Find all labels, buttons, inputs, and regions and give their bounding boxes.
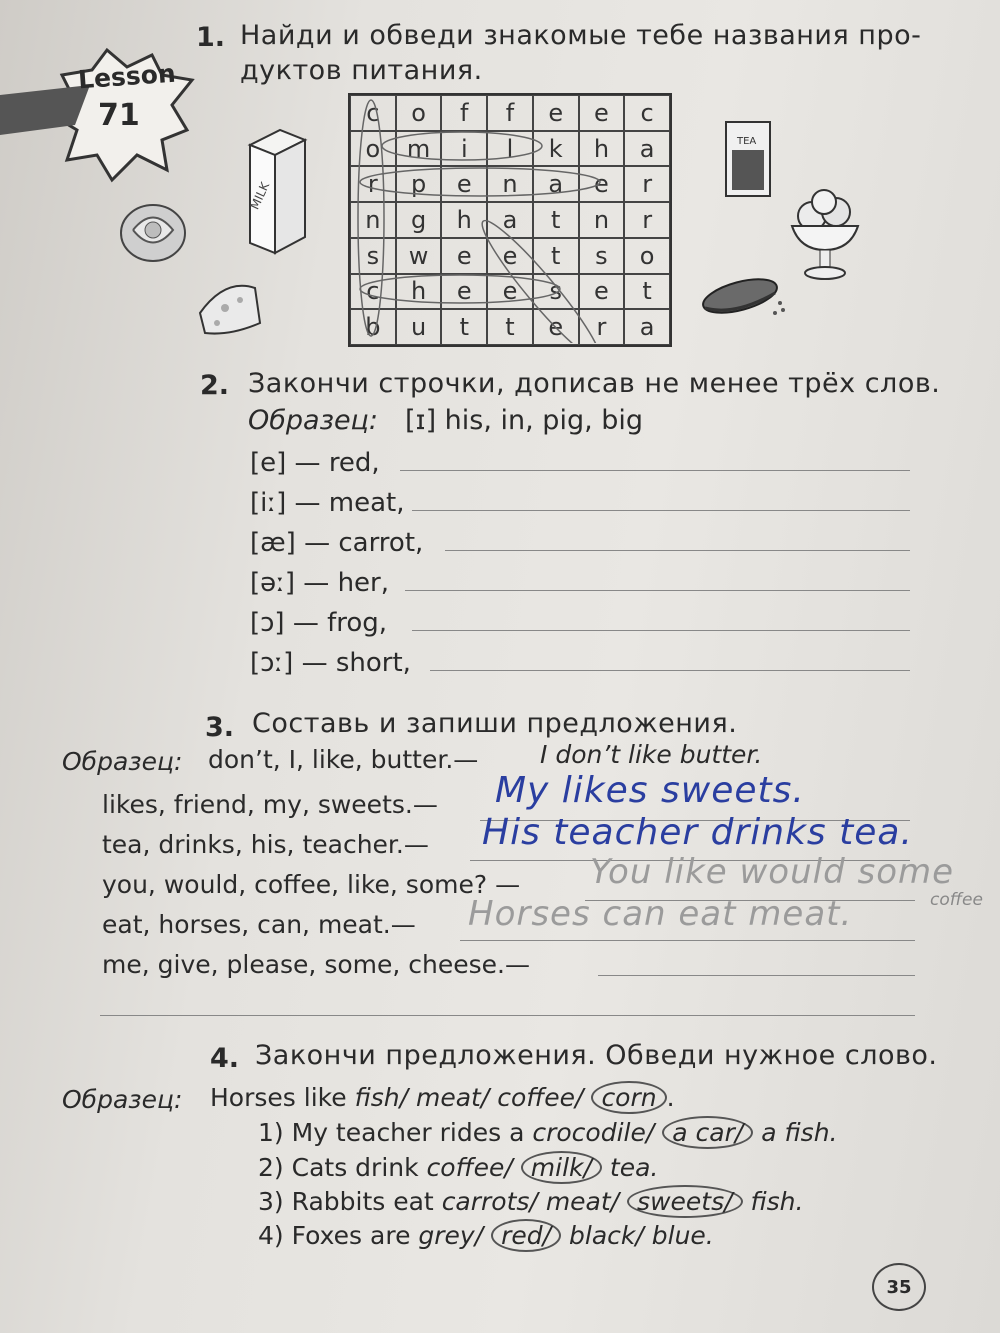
grid-cell: s [579, 238, 625, 274]
cabbage-icon [118, 200, 188, 265]
ex4-number: 4. [210, 1043, 240, 1074]
ex4-option: fish. [750, 1187, 804, 1216]
ex4-item [258, 1118, 837, 1147]
ex4-title: Закончи предложения. Обведи нужное слово. [255, 1040, 938, 1071]
ex2-line: [iː] — meat, [250, 488, 405, 518]
ex4-option: carrots/ [441, 1187, 538, 1216]
ex4-option-circled: milk/ [521, 1151, 602, 1184]
grid-cell: n [487, 166, 533, 202]
grid-cell: t [487, 309, 533, 345]
margin-note: coffee [930, 890, 983, 910]
ex3-prompt: likes, friend, my, sweets.— [102, 790, 438, 819]
ex4-option-circled: red/ [491, 1219, 561, 1252]
grid-cell: k [533, 131, 579, 167]
grid-cell: t [533, 238, 579, 274]
ex4-item [258, 1153, 658, 1182]
answer-rule [460, 940, 915, 941]
grid-cell: a [533, 166, 579, 202]
grid-cell: e [579, 95, 625, 131]
answer-rule [598, 975, 915, 976]
ex4-item-text: Foxes are [291, 1221, 411, 1250]
ex4-option: meat/ [415, 1083, 490, 1112]
ex2-number: 2. [200, 370, 230, 401]
grid-cell: h [579, 131, 625, 167]
tea-box-icon [724, 120, 772, 198]
grid-cell: e [533, 95, 579, 131]
grid-cell: c [350, 95, 396, 131]
grid-cell: e [579, 274, 625, 310]
ex4-option-circled: corn [591, 1081, 666, 1114]
grid-cell: o [396, 95, 442, 131]
grid-cell: f [487, 95, 533, 131]
grid-cell: e [533, 309, 579, 345]
ex3-sample-answer: I don’t like butter. [540, 740, 763, 769]
ex2-title: Закончи строчки, дописав не менее трёх слов. [248, 368, 941, 399]
lesson-number: 71 [98, 98, 140, 133]
ex4-option-circled: sweets/ [627, 1185, 742, 1218]
ex4-option: black/ [569, 1221, 644, 1250]
grid-cell: e [487, 238, 533, 274]
grid-cell: n [350, 202, 396, 238]
grid-cell: a [624, 131, 670, 167]
grid-cell: r [350, 166, 396, 202]
grid-cell: h [396, 274, 442, 310]
grid-cell: r [624, 202, 670, 238]
ex4-sample-start: Horses like [210, 1083, 347, 1112]
ex2-line: [əː] — her, [250, 568, 390, 598]
milk-carton-icon [240, 125, 310, 255]
ex2-line: [e] — red, [250, 448, 380, 478]
grid-cell: t [624, 274, 670, 310]
answer-rule [400, 470, 910, 471]
grid-cell: r [624, 166, 670, 202]
ex4-item-number: 3) [258, 1187, 284, 1216]
grid-cell: n [579, 202, 625, 238]
answer-rule [412, 630, 910, 631]
grid-cell: t [533, 202, 579, 238]
ex4-option: tea. [609, 1153, 659, 1182]
grid-cell: e [441, 238, 487, 274]
ex3-prompt: you, would, coffee, like, some? — [102, 870, 521, 899]
ex4-option: grey/ [418, 1221, 484, 1250]
lesson-arrow [0, 85, 90, 135]
svg-text:TEA: TEA [737, 136, 757, 147]
answer-rule [100, 1015, 915, 1016]
ex2-sample-label: Образец: [248, 405, 379, 436]
ex2-line: [æ] — carrot, [250, 528, 424, 558]
grid-cell: r [579, 309, 625, 345]
ex2-line: [ɔ] — frog, [250, 608, 388, 638]
ex4-sample [210, 1083, 675, 1112]
ex4-option: crocodile/ [532, 1118, 655, 1147]
svg-text:MILK: MILK [247, 180, 273, 212]
grid-cell: u [396, 309, 442, 345]
lesson-label: Lesson [77, 58, 177, 95]
grid-cell: g [396, 202, 442, 238]
ex1-title-line1: Найди и обведи знакомые тебе названия про- [240, 20, 922, 51]
answer-rule [412, 510, 910, 511]
ex3-handwritten-answer: My likes sweets. [495, 770, 805, 811]
ex4-item-number: 2) [258, 1153, 284, 1182]
ex4-item-text: My teacher rides a [291, 1118, 525, 1147]
ice-cream-bowl-icon [790, 188, 860, 283]
grid-cell: e [579, 166, 625, 202]
ex3-title: Составь и запиши предложения. [252, 708, 738, 739]
grid-cell: s [350, 238, 396, 274]
ex3-pencil-answer: You like would some [590, 852, 955, 892]
ex4-option: coffee/ [497, 1083, 584, 1112]
answer-rule [445, 550, 910, 551]
grid-cell: p [396, 166, 442, 202]
ex3-number: 3. [205, 712, 235, 743]
ex3-sample-words: don’t, I, like, butter.— [208, 745, 479, 774]
ex4-option: blue. [651, 1221, 714, 1250]
ex4-item [258, 1187, 803, 1216]
ex4-item-number: 1) [258, 1118, 284, 1147]
grid-cell: m [396, 131, 442, 167]
grid-cell: t [441, 309, 487, 345]
ex1-number: 1. [196, 22, 226, 53]
ex4-option: fish/ [354, 1083, 409, 1112]
grid-cell: s [533, 274, 579, 310]
grid-cell: o [350, 131, 396, 167]
grid-cell: b [350, 309, 396, 345]
grid-circled-words [348, 93, 668, 343]
grid-cell: f [441, 95, 487, 131]
ex4-option: coffee/ [426, 1153, 513, 1182]
ex2-sample: [ɪ] his, in, pig, big [405, 405, 644, 436]
ex3-pencil-answer: Horses can eat meat. [468, 894, 853, 934]
ex4-item-number: 4) [258, 1221, 284, 1250]
ex3-sample-label: Образец: [62, 747, 183, 776]
grid-cell: o [624, 238, 670, 274]
grid-cell: a [624, 309, 670, 345]
grid-cell: a [487, 202, 533, 238]
grid-cell: w [396, 238, 442, 274]
grid-cell: e [441, 274, 487, 310]
ex3-prompt: eat, horses, can, meat.— [102, 910, 416, 939]
ex4-option-circled: a car/ [662, 1116, 753, 1149]
answer-rule [430, 670, 910, 671]
ex4-option: meat/ [545, 1187, 620, 1216]
ex4-option: . [666, 1083, 675, 1112]
grid-cell: e [487, 274, 533, 310]
corn-icon [695, 268, 790, 323]
ex3-prompt: me, give, please, some, cheese.— [102, 950, 530, 979]
ex4-sample-label: Образец: [62, 1085, 183, 1114]
page-number: 35 [872, 1263, 926, 1311]
grid-cell: h [441, 202, 487, 238]
ex2-line: [ɔː] — short, [250, 648, 411, 678]
ex4-item [258, 1221, 714, 1250]
grid-cell: l [487, 131, 533, 167]
ex4-item-text: Cats drink [291, 1153, 419, 1182]
answer-rule [405, 590, 910, 591]
ex4-option: a fish. [761, 1118, 838, 1147]
grid-cell: c [350, 274, 396, 310]
grid-cell: i [441, 131, 487, 167]
ex3-prompt: tea, drinks, his, teacher.— [102, 830, 429, 859]
ex1-title-line2: дуктов питания. [240, 55, 483, 86]
grid-cell: e [441, 166, 487, 202]
cheese-icon [195, 278, 265, 338]
ex4-item-text: Rabbits eat [291, 1187, 434, 1216]
ex3-handwritten-answer: His teacher drinks tea. [482, 812, 913, 853]
grid-cell: c [624, 95, 670, 131]
